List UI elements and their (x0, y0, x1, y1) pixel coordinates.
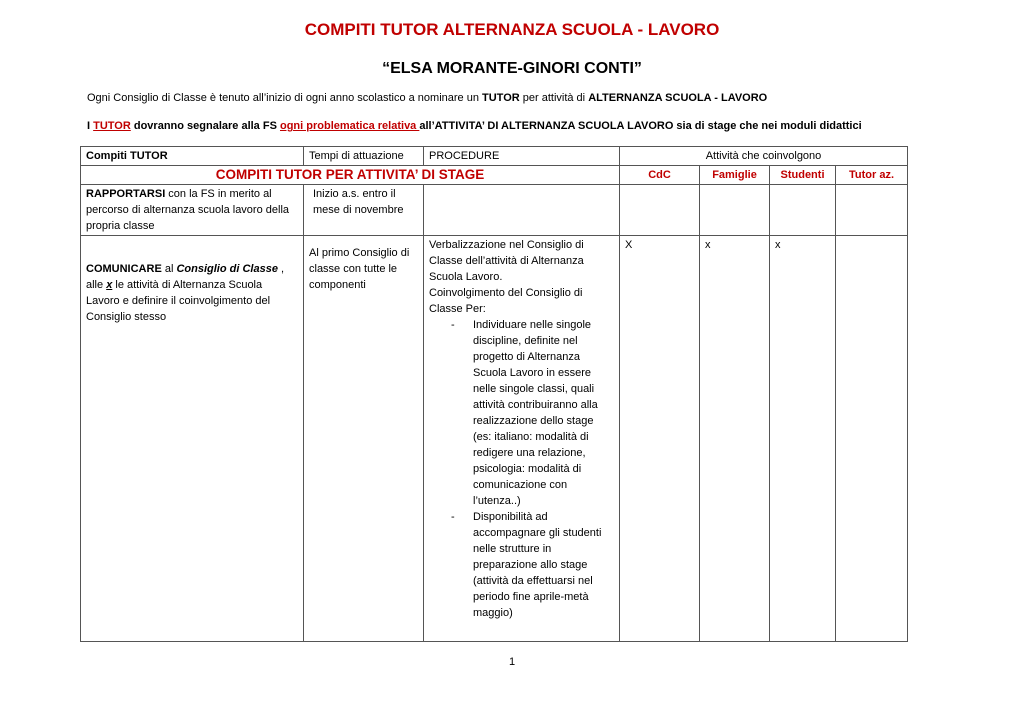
intro-text-2: per attività di (519, 92, 589, 104)
document-title: COMPITI TUTOR ALTERNANZA SCUOLA - LAVORO (304, 20, 720, 39)
col-famiglie: Famiglie (700, 166, 770, 185)
row2-tutor (836, 236, 908, 642)
notice-paragraph (87, 120, 862, 132)
row1-tempi: Inizio a.s. entro il mese di novembre (304, 185, 424, 236)
table-row (81, 185, 908, 236)
row1-compito: RAPPORTARSI con la FS in merito al percorso di alternanza scuola lavoro della propria classe (81, 185, 304, 236)
table-row (81, 236, 908, 642)
intro-alternanza: ALTERNANZA SCUOLA - LAVORO (588, 92, 768, 104)
row2-tempi: Al primo Consiglio di classe con tutte le componenti (304, 236, 424, 642)
section-row (81, 166, 908, 185)
row2-cdc: X (620, 236, 700, 642)
list-item: - Individuare nelle singole discipline, definite nel progetto di Alternanza Scuola Lavoro in essere nelle singole classi, quali attività contribuiranno alla realizzazione dello stage (es: italiano: modalità di redigere una relazione, psicologia: modalità di comunicazione con l’utenza..) (451, 319, 598, 507)
notice-tutor: TUTOR (93, 120, 131, 132)
row1-tutor (836, 185, 908, 236)
notice-text-3: all’ATTIVITA’ DI ALTERNANZA SCUOLA LAVORO sia di stage che nei moduli didattici (419, 120, 862, 132)
notice-text-1: I (87, 120, 94, 132)
row1-cdc (620, 185, 700, 236)
table-header-row (81, 147, 908, 166)
row2-famiglie: x (700, 236, 770, 642)
header-procedure: PROCEDURE (424, 147, 620, 166)
list-item: - Disponibilità ad accompagnare gli studenti nelle strutture in preparazione allo stage (attività da effettuarsi nel periodo fine aprile-metà maggio) (451, 511, 602, 619)
notice-text-2: dovranno segnalare alla FS (130, 120, 280, 132)
row1-studenti (770, 185, 836, 236)
row2-compito: COMUNICARE al Consiglio di Classe , alle x le attività di Alternanza Scuola Lavoro e definire il coinvolgimento del Consiglio stesso (81, 236, 304, 642)
intro-text-1: Ogni Consiglio di Classe è tenuto all’inizio di ogni anno scolastico a nominare un (87, 92, 483, 104)
proc-coinvolgimento: Coinvolgimento del Consiglio di Classe Per: (429, 287, 583, 315)
row2-studenti: x (770, 236, 836, 642)
proc-list (429, 317, 614, 621)
intro-paragraph (87, 92, 767, 104)
document-subtitle: “ELSA MORANTE-GINORI CONTI” (382, 60, 642, 77)
row1-famiglie (700, 185, 770, 236)
section-title: COMPITI TUTOR PER ATTIVITA’ DI STAGE (81, 166, 620, 185)
intro-tutor: TUTOR (482, 92, 520, 104)
header-compiti: Compiti TUTOR (81, 147, 304, 166)
row1-procedure (424, 185, 620, 236)
header-attivita: Attività che coinvolgono (620, 147, 908, 166)
header-tempi: Tempi di attuazione (304, 147, 424, 166)
row2-procedure (424, 236, 620, 642)
col-cdc: CdC (620, 166, 700, 185)
col-tutor: Tutor az. (836, 166, 908, 185)
tasks-table (80, 146, 908, 642)
notice-problematica: ogni problematica relativa (279, 120, 420, 132)
col-studenti: Studenti (770, 166, 836, 185)
proc-intro: Verbalizzazione nel Consiglio di Classe dell’attività di Alternanza Scuola Lavoro. (429, 239, 584, 283)
page-number: 1 (508, 656, 516, 668)
